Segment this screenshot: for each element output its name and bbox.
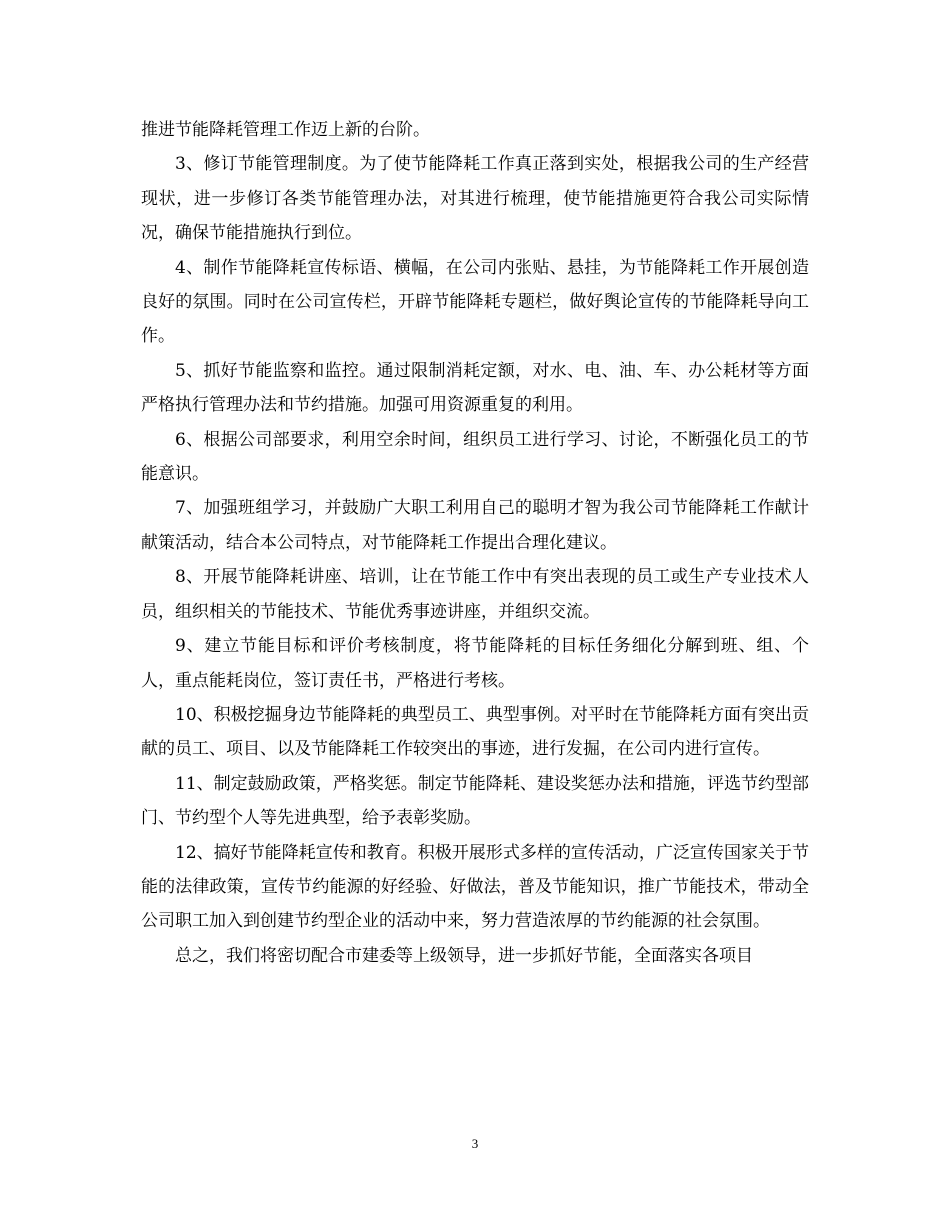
paragraph-item-5: 5、抓好节能监察和监控。通过限制消耗定额，对水、电、油、车、办公耗材等方面严格执行管理办法和节约措施。加强可用资源重复的利用。 bbox=[141, 360, 809, 416]
paragraph-item-4: 4、制作节能降耗宣传标语、横幅，在公司内张贴、悬挂，为节能降耗工作开展创造良好的氛围。同时在公司宣传栏，开辟节能降耗专题栏，做好舆论宣传的节能降耗导向工作。 bbox=[141, 257, 809, 347]
paragraph-item-9: 9、建立节能目标和评价考核制度，将节能降耗的目标任务细化分解到班、组、个人，重点能耗岗位，签订责任书，严格进行考核。 bbox=[141, 636, 809, 691]
paragraph-item-7: 7、加强班组学习，并鼓励广大职工利用自己的聪明才智为我公司节能降耗工作献计献策活动，结合本公司特点，对节能降耗工作提出合理化建议。 bbox=[141, 498, 809, 553]
paragraph-item-11: 11、制定鼓励政策，严格奖惩。制定节能降耗、建设奖惩办法和措施，评选节约型部门、节约型个人等先进典型，给予表彰奖励。 bbox=[141, 773, 809, 829]
paragraph-continued: 推进节能降耗管理工作迈上新的台阶。 bbox=[141, 120, 430, 140]
paragraph-item-10: 10、积极挖掘身边节能降耗的典型员工、典型事例。对平时在节能降耗方面有突出贡献的员工、项目、以及节能降耗工作较突出的事迹，进行发掘，在公司内进行宣传。 bbox=[141, 704, 809, 760]
paragraph-item-3: 3、修订节能管理制度。为了使节能降耗工作真正落到实处，根据我公司的生产经营现状，进一步修订各类节能管理办法，对其进行梳理，使节能措施更符合我公司实际情况，确保节能措施执行到位。 bbox=[141, 154, 809, 244]
page-number: 3 bbox=[471, 1136, 479, 1151]
body-text bbox=[141, 113, 809, 973]
paragraph-item-6: 6、根据公司部要求，利用空余时间，组织员工进行学习、讨论，不断强化员工的节能意识。 bbox=[141, 429, 809, 485]
paragraph-conclusion: 总之，我们将密切配合市建委等上级领导，进一步抓好节能，全面落实各项目 bbox=[175, 945, 753, 966]
paragraph-item-8: 8、开展节能降耗讲座、培训，让在节能工作中有突出表现的员工或生产专业技术人员，组织相关的节能技术、节能优秀事迹讲座，并组织交流。 bbox=[141, 567, 809, 622]
paragraph-item-12: 12、搞好节能降耗宣传和教育。积极开展形式多样的宣传活动，广泛宣传国家关于节能的法律政策，宣传节约能源的好经验、好做法，普及节能知识，推广节能技术，带动全公司职工加入到创建节约型企业的活动中来，努力营造浓厚的节约能源的社会氛围。 bbox=[141, 842, 809, 932]
